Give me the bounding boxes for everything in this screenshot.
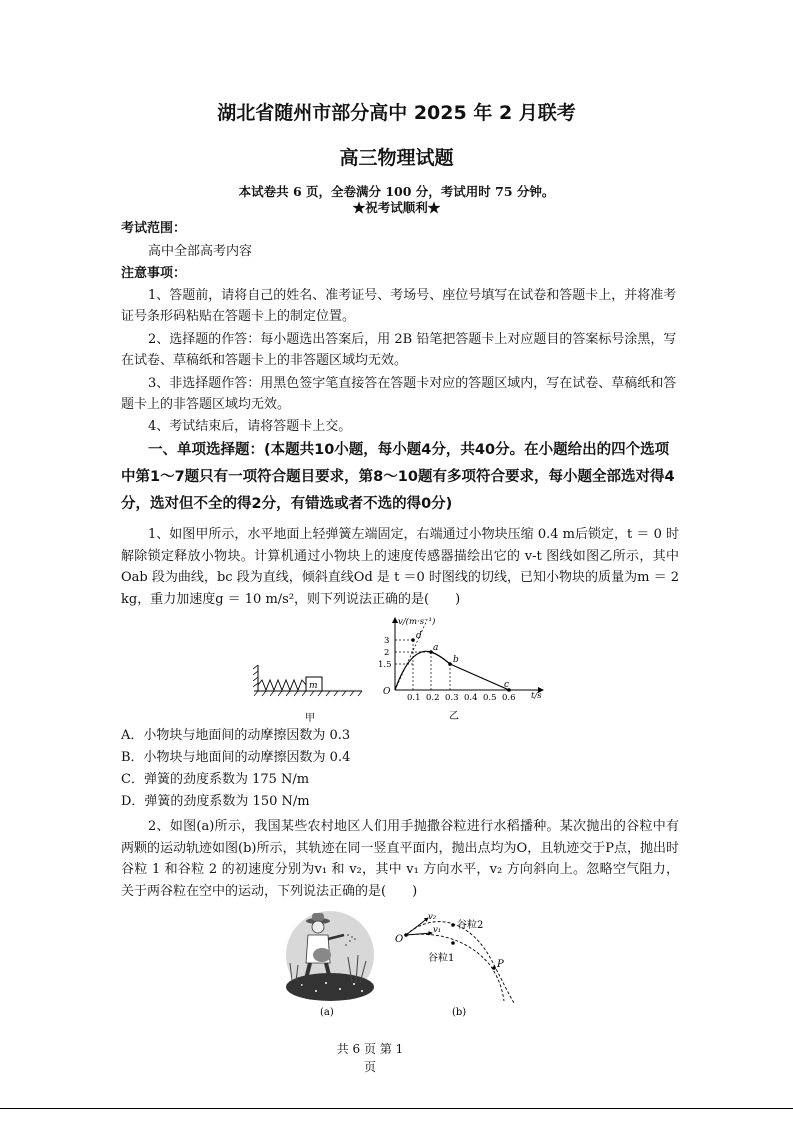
scope-label: 考试范围：: [121, 221, 187, 236]
q1-stem: 1、如图甲所示，水平地面上轻弹簧左端固定，右端通过小物块压缩 0.4 m后锁定，t ＝ 0 时解除锁定释放小物块。计算机通过小物块上的速度传感器描绘出它的 v-t 图线如图乙所示，其中Oab 段为曲线，bc 段为直线，倾斜直线Od 是 t ＝0 时图线的切线，已知小物块的质量为m ＝ 2 kg，重力加速度g ＝ 10 m/s²，则下列说法正确的是( ): [121, 527, 679, 607]
q1-figure-jia: [250, 655, 370, 725]
y-tick-1.5: 1.5: [378, 660, 392, 670]
q2-figure-b: [390, 905, 530, 1020]
y-tick-3: 3: [384, 636, 390, 646]
farmer-hat: [312, 913, 324, 921]
x-tick-0.6: 0.6: [502, 693, 516, 703]
label-grain-2: 谷粒2: [457, 920, 484, 931]
y-axis-label: v/(m·s⁻¹): [398, 617, 436, 627]
origin-label: O: [383, 687, 391, 697]
exam-subtitle: 高三物理试题: [339, 147, 454, 169]
label-o: O: [395, 934, 404, 945]
line-bc: [450, 664, 509, 690]
exam-title: 湖北省随州市部分高中 2025 年 2 月联考: [217, 102, 576, 124]
x-tick-0.3: 0.3: [445, 693, 459, 703]
ground-hatching: [254, 691, 362, 696]
trajectory-grain-1: [406, 934, 504, 1001]
fig-b-caption: (b): [452, 1007, 467, 1018]
x-tick-0.4: 0.4: [464, 693, 478, 703]
q1-option-a: A．小物块与地面间的动摩擦因数为 0.3: [121, 728, 351, 743]
point-d: [411, 638, 415, 642]
notes-label: 注意事项：: [121, 266, 187, 281]
label-p: P: [497, 959, 504, 970]
wall-hatching: [253, 665, 258, 687]
x-tick-0.5: 0.5: [483, 693, 497, 703]
grain-2-dot: [451, 923, 455, 927]
vector-v2: [406, 918, 428, 935]
grain-1-dot: [451, 941, 455, 945]
curve-oab: [395, 651, 450, 690]
farmer-head: [312, 921, 324, 933]
point-b: [448, 662, 452, 666]
exam-info-line: 本试卷共 6 页，全卷满分 100 分，考试用时 75 分钟。: [238, 184, 555, 199]
fig-jia-caption: 甲: [305, 713, 315, 724]
block-label: m: [309, 681, 318, 691]
q1-option-c: C．弹簧的劲度系数为 175 N/m: [121, 772, 310, 787]
point-p: [492, 966, 496, 970]
q1-option-b: B．小物块与地面间的动摩擦因数为 0.4: [121, 750, 351, 765]
x-tick-0.2: 0.2: [426, 693, 440, 703]
footer-page-line-1: 共 6 页 第 1: [336, 1042, 404, 1056]
point-o: [404, 933, 408, 937]
note-item-3: 3、非选择题作答：用黑色签字笔直接答在答题卡对应的答题区域内，写在试卷、草稿纸和答题卡上的非答题区域均无效。: [121, 376, 677, 412]
label-v2: v₂: [428, 912, 437, 922]
label-v1: v₁: [433, 925, 442, 935]
guide-lines: [395, 620, 450, 690]
fig-yi-caption: 乙: [449, 711, 459, 722]
label-grain-1: 谷粒1: [428, 953, 455, 964]
section1-heading: 一、单项选择题：(本题共10小题，每小题4分，共40分。在小题给出的四个选项中第1～7题只有一项符合题目要求，第8～10题有多项符合要求，每小题全部选对得4分，选对但不全的得2分，有错选或者不选的得0分): [121, 442, 675, 512]
spring: [258, 680, 306, 690]
note-item-1: 1、答题前，请将自己的姓名、准考证号、考场号、座位号填写在试卷和答题卡上，并将准考证号条形码粘贴在答题卡上的制定位置。: [121, 288, 677, 324]
q2-stem: 2、如图(a)所示，我国某些农村地区人们用手抛撒谷粒进行水稻播种。某次抛出的谷粒中有两颗的运动轨迹如图(b)所示，其轨迹在同一竖直平面内，抛出点均为O，且轨迹交于P点，抛出时谷粒 1 和谷粒 2 的初速度分别为v₁ 和 v₂，其中 v₁ 方向水平，v₂ 方向斜向上。忽略空气阻力，关于两谷粒在空中的运动，下列说法正确的是( ): [121, 819, 679, 899]
scope-content: 高中全部高考内容: [148, 244, 253, 259]
q1-option-d: D．弹簧的劲度系数为 150 N/m: [121, 794, 310, 809]
note-item-2: 2、选择题的作答：每小题选出答案后，用 2B 铅笔把答题卡上对应题目的答案标号涂黑，写在试卷、草稿纸和答题卡上的非答题区域均无效。: [121, 332, 677, 368]
footer-page-line-2: 页: [363, 1060, 376, 1074]
label-b: b: [453, 655, 459, 665]
q1-figure-yi: [365, 612, 550, 724]
q2-figure-a: [282, 905, 382, 1020]
footer-rule: [0, 1108, 793, 1109]
label-a: a: [433, 643, 439, 653]
x-axis-label: t/s: [531, 691, 542, 701]
exam-wish-line: ★祝考试顺利★: [352, 200, 441, 215]
fig-a-caption: (a): [320, 1007, 334, 1018]
seed-basket: [313, 948, 331, 962]
note-item-4: 4、考试结束后，请将答题卡上交。: [148, 419, 352, 434]
y-tick-2: 2: [384, 648, 390, 658]
label-d: d: [416, 631, 422, 641]
label-c: c: [504, 680, 510, 690]
x-tick-0.1: 0.1: [407, 693, 421, 703]
